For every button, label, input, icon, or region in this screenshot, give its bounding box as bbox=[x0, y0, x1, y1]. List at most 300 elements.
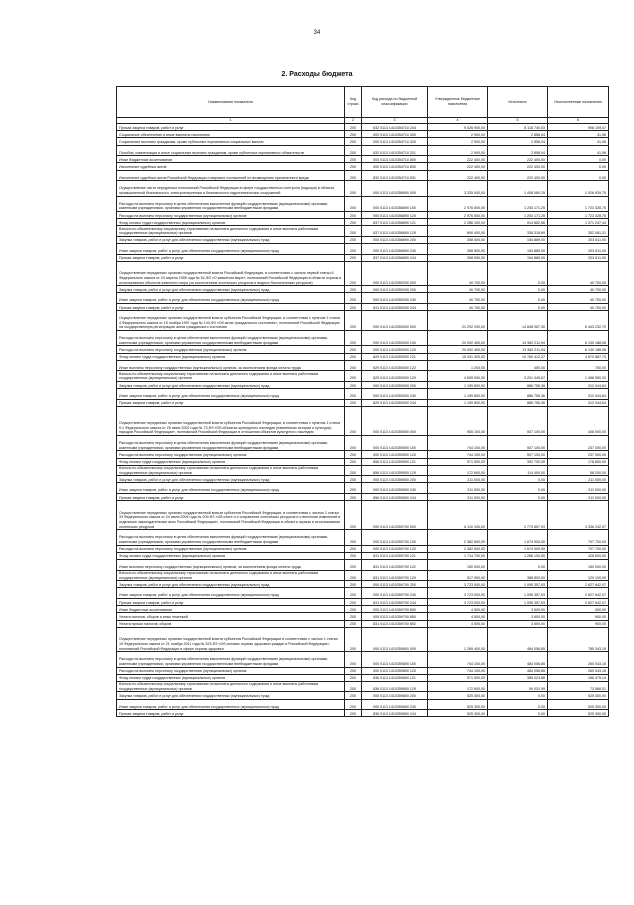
row-approved: 40 700,00 bbox=[428, 304, 488, 311]
row-budget-code: 000 0113 1410359500 240 bbox=[362, 483, 428, 494]
row-budget-code: 000 0113 1410359300 100 bbox=[362, 331, 428, 346]
row-executed: 99 031,99 bbox=[488, 681, 548, 692]
row-executed: 0,00 bbox=[488, 560, 548, 571]
row-unexecuted: 40 700,00 bbox=[548, 293, 609, 304]
row-name: Иные закупки товаров, работ и услуг для обеспечения государственных (муниципальных) нужд bbox=[117, 699, 345, 710]
table-row bbox=[117, 598, 609, 605]
row-line-code: 200 bbox=[345, 389, 362, 400]
row-budget-code: 000 0113 1410356890 100 bbox=[362, 196, 428, 211]
row-name: Закупка товаров, работ и услуг для обеспечения государственных (муниципальных) нужд bbox=[117, 476, 345, 483]
row-line-code: 200 bbox=[345, 156, 362, 163]
table-row bbox=[117, 353, 609, 360]
row-line-code: 200 bbox=[345, 254, 362, 261]
row-line-code: 200 bbox=[345, 286, 362, 293]
row-name: Иные выплаты персоналу государственных (муниципальных) органов, за исключением фонда оплаты труда bbox=[117, 360, 345, 371]
row-unexecuted: 525 300,00 bbox=[548, 710, 609, 717]
row-approved: 571 500,00 bbox=[428, 674, 488, 681]
table-row bbox=[117, 311, 609, 331]
row-budget-code: 829 0113 1410359300 122 bbox=[362, 360, 428, 371]
row-unexecuted: 428 600,00 bbox=[548, 552, 609, 559]
row-name: Осуществление части переданных полномочий Российской Федерации в сфере государственного контроля (надзора) в области промышленной безопасности, электроэнергетики и безопасности гидротехнических сооружений bbox=[117, 181, 345, 196]
table-row bbox=[117, 219, 609, 226]
row-name: Прочая закупка товаров, работ и услуг bbox=[117, 598, 345, 605]
row-line-code: 200 bbox=[345, 381, 362, 388]
row-executed: 385 024,86 bbox=[488, 674, 548, 681]
table-row bbox=[117, 674, 609, 681]
row-budget-code: 837 0113 1410356890 121 bbox=[362, 219, 428, 226]
table-row bbox=[117, 560, 609, 571]
header-indicator-name: Наименование показателя bbox=[117, 87, 345, 118]
row-executed: 154 889,00 bbox=[488, 254, 548, 261]
column-number: 2 bbox=[345, 118, 362, 124]
row-line-code: 200 bbox=[345, 311, 362, 331]
row-approved: 211 000,00 bbox=[428, 476, 488, 483]
table-row bbox=[117, 399, 609, 406]
row-executed: 1 286 100,00 bbox=[488, 552, 548, 559]
row-budget-code: 000 0113 1410359500 000 bbox=[362, 406, 428, 435]
row-unexecuted: 260 043,15 bbox=[548, 652, 609, 667]
row-unexecuted: 211 000,00 bbox=[548, 476, 609, 483]
table-row bbox=[117, 588, 609, 599]
row-approved: 1 269 400,00 bbox=[428, 627, 488, 651]
row-name: Осуществление переданных органам государственной власти субъектов Российской Федерации, в соответствии с пунктом 1 статьи 9.1 Федерального закона от 25 июня 2002 года № 73-ФЗ «Об объектах культурного наследия (памятниках истории и культуры) народов Российской Федерации», полномочий Российской Федерации в отношении объектов культурного наследия bbox=[117, 406, 345, 435]
row-line-code: 200 bbox=[345, 261, 362, 285]
row-unexecuted: 900,00 bbox=[548, 613, 609, 620]
table-row bbox=[117, 581, 609, 588]
row-executed: 2 858,04 bbox=[488, 145, 548, 156]
row-unexecuted: 40 700,00 bbox=[548, 304, 609, 311]
row-line-code: 200 bbox=[345, 145, 362, 156]
row-budget-code: 000 0113 1410359700 800 bbox=[362, 606, 428, 613]
row-budget-code: 856 0113 1410359500 129 bbox=[362, 465, 428, 476]
row-approved: 571 500,00 bbox=[428, 458, 488, 465]
row-budget-code: 837 0113 1410356890 244 bbox=[362, 254, 428, 261]
table-row bbox=[117, 124, 609, 131]
row-unexecuted: 237 000,00 bbox=[548, 435, 609, 450]
row-approved: 1 714 700,00 bbox=[428, 552, 488, 559]
row-unexecuted: 312 044,64 bbox=[548, 389, 609, 400]
row-approved: 3 723 000,00 bbox=[428, 581, 488, 588]
table-row bbox=[117, 501, 609, 530]
table-row bbox=[117, 254, 609, 261]
row-budget-code: 831 0113 1410359700 122 bbox=[362, 560, 428, 571]
row-name: Расходы на выплаты персоналу государственных (муниципальных) органов bbox=[117, 545, 345, 552]
row-unexecuted: 0,00 bbox=[548, 156, 609, 163]
row-name: Взносы по обязательному социальному страхованию на выплаты денежного содержания и иные выплаты работникам государственных (муниципальных) органов bbox=[117, 465, 345, 476]
row-name: Осуществление переданных органам государственной власти субъектов Российской Федерации, в соответствии с пунктом 1 статьи 4 Федерального закона от 15 ноября 1997 года № 143-ФЗ «Об актах гражданского состояния», полномочий Российской Федерации на государственную регистрацию актов гражданского состояния bbox=[117, 311, 345, 331]
row-approved: 1 199 800,00 bbox=[428, 399, 488, 406]
row-line-code: 200 bbox=[345, 353, 362, 360]
row-approved: 2 900,00 bbox=[428, 145, 488, 156]
table-row bbox=[117, 371, 609, 382]
row-line-code: 200 bbox=[345, 406, 362, 435]
row-executed: 222 400,00 bbox=[488, 163, 548, 170]
row-approved: 1 199 800,00 bbox=[428, 381, 488, 388]
row-approved: 40 700,00 bbox=[428, 261, 488, 285]
row-budget-code: 000 0113 1410359300 200 bbox=[362, 381, 428, 388]
table-row bbox=[117, 627, 609, 651]
row-approved: 525 300,00 bbox=[428, 692, 488, 699]
row-line-code: 200 bbox=[345, 627, 362, 651]
row-unexecuted: 900,00 bbox=[548, 606, 609, 613]
row-executed: 0,00 bbox=[488, 286, 548, 293]
row-name: Расходы на выплаты персоналу государственных (муниципальных) органов bbox=[117, 451, 345, 458]
row-name: Закупка товаров, работ и услуг для обеспечения государственных (муниципальных) нужд bbox=[117, 692, 345, 699]
row-unexecuted: 312 044,64 bbox=[548, 399, 609, 406]
row-executed: 484 056,85 bbox=[488, 667, 548, 674]
table-row bbox=[117, 606, 609, 613]
row-line-code: 200 bbox=[345, 138, 362, 145]
row-executed: 484 056,85 bbox=[488, 627, 548, 651]
table-row bbox=[117, 181, 609, 196]
row-executed: 886 755,36 bbox=[488, 389, 548, 400]
row-budget-code: 000 0113 1410359700 200 bbox=[362, 581, 428, 588]
row-budget-code: 837 0113 1410356890 129 bbox=[362, 226, 428, 237]
table-row bbox=[117, 458, 609, 465]
header-unexecuted: Неисполненные назначения bbox=[548, 87, 609, 118]
row-name: Прочая закупка товаров, работ и услуг bbox=[117, 124, 345, 131]
row-name: Взносы по обязательному социальному страхованию на выплаты денежного содержания и иные выплаты работникам государственных (муниципальных) органов bbox=[117, 226, 345, 237]
row-approved: 2 976 500,00 bbox=[428, 196, 488, 211]
row-executed: 507 100,00 bbox=[488, 435, 548, 450]
row-line-code: 200 bbox=[345, 131, 362, 138]
row-name: Иные закупки товаров, работ и услуг для обеспечения государственных (муниципальных) нужд bbox=[117, 588, 345, 599]
row-line-code: 200 bbox=[345, 620, 362, 627]
row-unexecuted: 203 611,00 bbox=[548, 244, 609, 255]
row-name: Иные бюджетные ассигнования bbox=[117, 606, 345, 613]
row-budget-code: 856 0113 1410359500 244 bbox=[362, 494, 428, 501]
row-line-code: 200 bbox=[345, 458, 362, 465]
row-name: Прочая закупка товаров, работ и услуг bbox=[117, 710, 345, 717]
row-name: Социальное обеспечение и иные выплаты населению bbox=[117, 131, 345, 138]
row-line-code: 200 bbox=[345, 360, 362, 371]
row-name: Расходы на выплаты персоналу государственных (муниципальных) органов bbox=[117, 667, 345, 674]
row-executed: 338 318,69 bbox=[488, 226, 548, 237]
column-number: 6 bbox=[548, 118, 609, 124]
table-row bbox=[117, 244, 609, 255]
row-budget-code: 831 0113 1410359700 121 bbox=[362, 552, 428, 559]
row-executed: 1 408 060,25 bbox=[488, 181, 548, 196]
table-row bbox=[117, 138, 609, 145]
row-approved: 4 500,00 bbox=[428, 620, 488, 627]
row-approved: 222 400,00 bbox=[428, 170, 488, 181]
row-approved: 21 292 200,00 bbox=[428, 311, 488, 331]
row-executed: 2 858,04 bbox=[488, 131, 548, 138]
row-budget-code: 000 0113 1410354710 830 bbox=[362, 163, 428, 170]
table-body bbox=[117, 124, 609, 717]
row-executed: 1 095 357,93 bbox=[488, 598, 548, 605]
row-executed: 10 760 412,27 bbox=[488, 353, 548, 360]
row-budget-code: 000 0113 1410359800 100 bbox=[362, 652, 428, 667]
row-unexecuted: 58 200,00 bbox=[548, 465, 609, 476]
row-executed: 222 400,00 bbox=[488, 156, 548, 163]
table-row bbox=[117, 406, 609, 435]
row-unexecuted: 260 043,15 bbox=[548, 667, 609, 674]
table-row bbox=[117, 530, 609, 545]
row-executed: 13 962 211,94 bbox=[488, 331, 548, 346]
row-name: Взносы по обязательному социальному страхованию на выплаты денежного содержания и иные выплаты работникам государственных (муниципальных) органов bbox=[117, 371, 345, 382]
row-executed: 484 056,85 bbox=[488, 652, 548, 667]
row-name: Прочая закупка товаров, работ и услуг bbox=[117, 399, 345, 406]
row-line-code: 200 bbox=[345, 163, 362, 170]
row-name: Закупка товаров, работ и услуг для обеспечения государственных (муниципальных) нужд bbox=[117, 236, 345, 243]
row-executed: 0,00 bbox=[488, 699, 548, 710]
row-executed: 1 253 171,25 bbox=[488, 196, 548, 211]
row-budget-code: 000 0113 1410359500 120 bbox=[362, 451, 428, 458]
row-unexecuted: 352 081,31 bbox=[548, 226, 609, 237]
row-unexecuted: 211 000,00 bbox=[548, 494, 609, 501]
row-name: Прочая закупка товаров, работ и услуг bbox=[117, 304, 345, 311]
row-budget-code: 000 0113 1410359800 000 bbox=[362, 627, 428, 651]
row-line-code: 200 bbox=[345, 181, 362, 196]
row-budget-code: 832 0113 1410354710 244 bbox=[362, 124, 428, 131]
table-row bbox=[117, 681, 609, 692]
row-unexecuted: 6 130 188,06 bbox=[548, 346, 609, 353]
row-name: Фонд оплаты труда государственных (муниципальных) органов bbox=[117, 353, 345, 360]
row-unexecuted: 40 700,00 bbox=[548, 286, 609, 293]
row-name: Осуществление переданных органам государственной власти субъектов Российской Федерации в соответствии с частью 1 статьи 15 Федерального закона от 21 ноября 2011 года № 323-ФЗ «Об основах охраны здоровья граждан в Российской Федерации», полномочий Российской Федерации в сфере охраны здоровья bbox=[117, 627, 345, 651]
row-budget-code: 000 0113 1410359800 240 bbox=[362, 699, 428, 710]
row-budget-code: 000 0113 1410359300 240 bbox=[362, 389, 428, 400]
row-line-code: 200 bbox=[345, 560, 362, 571]
row-unexecuted: 73 568,01 bbox=[548, 681, 609, 692]
row-budget-code: 000 0113 1410356890 120 bbox=[362, 211, 428, 218]
table-row bbox=[117, 545, 609, 552]
row-name: Иные выплаты персоналу государственных (муниципальных) органов, за исключением фонда оплаты труда bbox=[117, 560, 345, 571]
row-approved: 20 092 400,00 bbox=[428, 346, 488, 353]
row-budget-code: 000 0113 1410359800 200 bbox=[362, 692, 428, 699]
row-executed: 0,00 bbox=[488, 261, 548, 285]
row-unexecuted: 6 130 188,06 bbox=[548, 331, 609, 346]
row-budget-code: 000 0113 1410359500 100 bbox=[362, 435, 428, 450]
row-unexecuted: 1 371 247,44 bbox=[548, 219, 609, 226]
row-budget-code: 831 0113 1410359700 129 bbox=[362, 570, 428, 581]
row-line-code: 200 bbox=[345, 226, 362, 237]
row-name: Уплата прочих налогов, сборов bbox=[117, 620, 345, 627]
row-executed: 13 962 211,94 bbox=[488, 346, 548, 353]
row-approved: 3 723 000,00 bbox=[428, 598, 488, 605]
row-budget-code: 000 0113 1410359300 120 bbox=[362, 346, 428, 353]
row-budget-code: 000 0113 1410359700 850 bbox=[362, 613, 428, 620]
row-line-code: 200 bbox=[345, 681, 362, 692]
row-approved: 955 100,00 bbox=[428, 406, 488, 435]
table-row bbox=[117, 286, 609, 293]
row-unexecuted: 448 000,00 bbox=[548, 406, 609, 435]
row-line-code: 200 bbox=[345, 692, 362, 699]
row-executed: 1 253 171,25 bbox=[488, 211, 548, 218]
row-budget-code: 000 0113 1410359700 240 bbox=[362, 588, 428, 599]
row-executed: 1 095 357,93 bbox=[488, 581, 548, 588]
row-unexecuted: 178 800,00 bbox=[548, 458, 609, 465]
row-executed: 0,00 bbox=[488, 476, 548, 483]
row-executed: 914 852,56 bbox=[488, 219, 548, 226]
row-executed: 450,00 bbox=[488, 360, 548, 371]
row-executed: 2 858,04 bbox=[488, 138, 548, 145]
row-name: Прочая закупка товаров, работ и услуг bbox=[117, 254, 345, 261]
row-approved: 358 500,00 bbox=[428, 244, 488, 255]
row-budget-code: 000 0113 1410359700 120 bbox=[362, 545, 428, 552]
table-row bbox=[117, 710, 609, 717]
row-budget-code: 000 0113 1410356890 000 bbox=[362, 181, 428, 196]
row-unexecuted: 211 000,00 bbox=[548, 483, 609, 494]
row-unexecuted: 150 000,00 bbox=[548, 560, 609, 571]
expenditure-table bbox=[116, 86, 609, 717]
header-executed: Исполнено bbox=[488, 87, 548, 118]
table-row bbox=[117, 451, 609, 458]
table-row bbox=[117, 620, 609, 627]
row-line-code: 200 bbox=[345, 483, 362, 494]
row-unexecuted: 707 700,00 bbox=[548, 530, 609, 545]
row-executed: 3 201 349,67 bbox=[488, 371, 548, 382]
row-unexecuted: 1 926 939,75 bbox=[548, 181, 609, 196]
table-row bbox=[117, 304, 609, 311]
row-name: Закупка товаров, работ и услуг для обеспечения государственных (муниципальных) нужд bbox=[117, 581, 345, 588]
row-budget-code: 000 0113 1410359300 000 bbox=[362, 311, 428, 331]
row-name: Осуществление переданных органам государственной власти субъектов Российской Федерации, в соответствии с частью 1 статьи 33 Федерального закона от 24 июля 2009 года № 209-ФЗ «Об охоте и о сохранении охотничьих ресурсов и о внесении изменений в отдельные законодательные акты Российской Федерации», полномочий Российской Федерации в области охраны и использования охотничьих ресурсов bbox=[117, 501, 345, 530]
table-row bbox=[117, 293, 609, 304]
row-approved: 744 100,00 bbox=[428, 667, 488, 674]
row-name: Иные закупки товаров, работ и услуг для обеспечения государственных (муниципальных) нужд bbox=[117, 293, 345, 304]
row-approved: 2 976 500,00 bbox=[428, 211, 488, 218]
table-header-row bbox=[117, 87, 609, 118]
row-unexecuted: 785 343,15 bbox=[548, 627, 609, 651]
row-approved: 744 100,00 bbox=[428, 435, 488, 450]
row-executed: 154 889,00 bbox=[488, 244, 548, 255]
row-approved: 172 600,00 bbox=[428, 465, 488, 476]
row-budget-code: 829 0113 1410359300 244 bbox=[362, 399, 428, 406]
row-name: Уплата налогов, сборов и иных платежей bbox=[117, 613, 345, 620]
row-line-code: 200 bbox=[345, 494, 362, 501]
row-budget-code: 000 0113 1410359800 120 bbox=[362, 667, 428, 674]
row-budget-code: 836 0113 1410359800 244 bbox=[362, 710, 428, 717]
row-approved: 222 400,00 bbox=[428, 156, 488, 163]
row-budget-code: 829 0113 1410359300 121 bbox=[362, 353, 428, 360]
table-row bbox=[117, 145, 609, 156]
row-name: Расходы на выплаты персоналу государственных (муниципальных) органов bbox=[117, 346, 345, 353]
row-budget-code: 831 0113 1410359200 244 bbox=[362, 304, 428, 311]
row-budget-code: 829 0113 1410359300 129 bbox=[362, 371, 428, 382]
row-name: Взносы по обязательному социальному страхованию на выплаты денежного содержания и иные выплаты работникам государственных (муниципальных) органов bbox=[117, 681, 345, 692]
table-row bbox=[117, 389, 609, 400]
row-approved: 1 200,00 bbox=[428, 360, 488, 371]
row-line-code: 200 bbox=[345, 598, 362, 605]
row-line-code: 200 bbox=[345, 501, 362, 530]
row-approved: 2 382 600,00 bbox=[428, 545, 488, 552]
row-unexecuted: 1 723 328,75 bbox=[548, 211, 609, 218]
row-approved: 211 000,00 bbox=[428, 494, 488, 501]
row-name: Иные бюджетные ассигнования bbox=[117, 156, 345, 163]
row-approved: 4 659 900,00 bbox=[428, 371, 488, 382]
row-line-code: 200 bbox=[345, 710, 362, 717]
row-budget-code: 000 0113 1410359700 000 bbox=[362, 501, 428, 530]
row-executed: 886 755,36 bbox=[488, 399, 548, 406]
row-line-code: 200 bbox=[345, 465, 362, 476]
row-name: Закупка товаров, работ и услуг для обеспечения государственных (муниципальных) нужд bbox=[117, 286, 345, 293]
row-budget-code: 000 0113 1410359200 200 bbox=[362, 286, 428, 293]
row-line-code: 200 bbox=[345, 211, 362, 218]
row-line-code: 200 bbox=[345, 304, 362, 311]
row-name: Фонд оплаты труда государственных (муниципальных) органов bbox=[117, 219, 345, 226]
row-unexecuted: 312 044,64 bbox=[548, 381, 609, 388]
table-row bbox=[117, 435, 609, 450]
row-line-code: 200 bbox=[345, 581, 362, 588]
row-executed: 2 773 857,93 bbox=[488, 501, 548, 530]
row-budget-code: 831 0113 1410359700 852 bbox=[362, 620, 428, 627]
row-approved: 517 900,00 bbox=[428, 570, 488, 581]
row-executed: 0,00 bbox=[488, 710, 548, 717]
row-executed: 8 118 740,53 bbox=[488, 124, 548, 131]
row-executed: 3 600,00 bbox=[488, 620, 548, 627]
table-row bbox=[117, 226, 609, 237]
row-approved: 9 026 900,00 bbox=[428, 124, 488, 131]
row-executed: 0,00 bbox=[488, 304, 548, 311]
row-line-code: 200 bbox=[345, 588, 362, 599]
row-approved: 525 300,00 bbox=[428, 710, 488, 717]
row-line-code: 200 bbox=[345, 699, 362, 710]
row-executed: 3 600,00 bbox=[488, 613, 548, 620]
row-executed: 0,00 bbox=[488, 692, 548, 699]
table-row bbox=[117, 613, 609, 620]
row-name: Пособия, компенсации и иные социальные выплаты гражданам, кроме публичных нормативных обязательств bbox=[117, 145, 345, 156]
row-executed: 0,00 bbox=[488, 494, 548, 501]
row-executed: 507 100,00 bbox=[488, 451, 548, 458]
row-unexecuted: 1 723 328,75 bbox=[548, 196, 609, 211]
row-line-code: 200 bbox=[345, 219, 362, 226]
row-unexecuted: 0,00 bbox=[548, 170, 609, 181]
row-name: Осуществление переданных органам государственной власти Российской Федерации, в соответствии с частью первой статьи 6 Федерального закона от 24 апреля 1995 года № 52-ФЗ «О животном мире», полномочий Российской Федерации в области охраны и использования объектов животного мира (за исключением охотничьих ресурсов и водных биологических ресурсов) bbox=[117, 261, 345, 285]
row-name: Взносы по обязательному социальному страхованию на выплаты денежного содержания и иные выплаты работникам государственных (муниципальных) органов bbox=[117, 570, 345, 581]
table-row bbox=[117, 211, 609, 218]
row-executed: 507 100,00 bbox=[488, 406, 548, 435]
row-budget-code: 000 0113 1410356890 240 bbox=[362, 244, 428, 255]
table-row bbox=[117, 476, 609, 483]
row-approved: 20 092 400,00 bbox=[428, 331, 488, 346]
row-executed: 14 848 967,30 bbox=[488, 311, 548, 331]
row-unexecuted: 908 159,47 bbox=[548, 124, 609, 131]
table-row bbox=[117, 552, 609, 559]
table-row bbox=[117, 331, 609, 346]
row-unexecuted: 41,96 bbox=[548, 138, 609, 145]
row-unexecuted: 525 300,00 bbox=[548, 692, 609, 699]
row-unexecuted: 2 627 642,07 bbox=[548, 581, 609, 588]
row-budget-code: 000 0113 1410359500 200 bbox=[362, 476, 428, 483]
row-name: Исполнение судебных актов Российской Федерации и мировых соглашений по возмещению причиненного вреда bbox=[117, 170, 345, 181]
row-line-code: 200 bbox=[345, 170, 362, 181]
row-line-code: 200 bbox=[345, 652, 362, 667]
row-budget-code: 836 0113 1410359800 121 bbox=[362, 674, 428, 681]
row-budget-code: 832 0113 1410354710 321 bbox=[362, 145, 428, 156]
row-budget-code: 000 0113 1410354710 320 bbox=[362, 138, 428, 145]
table-row bbox=[117, 692, 609, 699]
row-unexecuted: 41,96 bbox=[548, 145, 609, 156]
row-line-code: 200 bbox=[345, 244, 362, 255]
row-unexecuted: 525 300,00 bbox=[548, 699, 609, 710]
table-row bbox=[117, 346, 609, 353]
row-unexecuted: 4 670 887,73 bbox=[548, 353, 609, 360]
row-name: Иные закупки товаров, работ и услуг для обеспечения государственных (муниципальных) нужд bbox=[117, 389, 345, 400]
row-approved: 40 700,00 bbox=[428, 293, 488, 304]
row-budget-code: 000 0113 1410354710 800 bbox=[362, 156, 428, 163]
table-row bbox=[117, 156, 609, 163]
row-approved: 2 286 100,00 bbox=[428, 219, 488, 226]
row-approved: 2 900,00 bbox=[428, 138, 488, 145]
row-approved: 40 700,00 bbox=[428, 286, 488, 293]
page-number: 34 bbox=[313, 30, 321, 36]
row-approved: 2 382 600,00 bbox=[428, 530, 488, 545]
row-unexecuted: 203 611,00 bbox=[548, 254, 609, 261]
row-line-code: 200 bbox=[345, 435, 362, 450]
row-executed: 1 674 900,00 bbox=[488, 530, 548, 545]
